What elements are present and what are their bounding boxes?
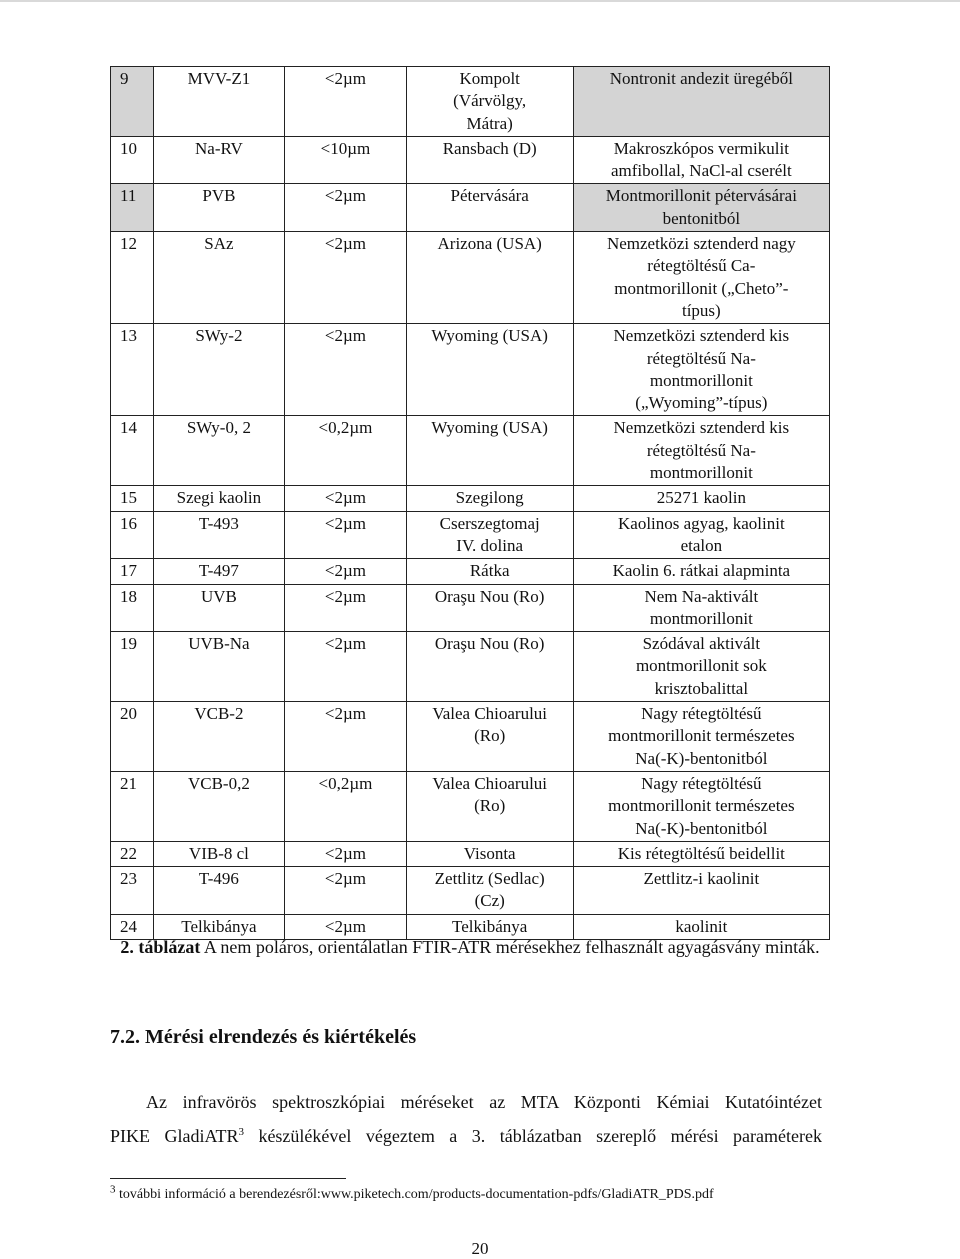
table-caption — [110, 936, 830, 959]
table-row — [111, 867, 830, 915]
cell-note: kaolinit — [573, 914, 829, 939]
cell-location: Oraşu Nou (Ro) — [406, 584, 573, 632]
caption-text: A nem poláros, orientálatlan FTIR-ATR mérésekhez felhasznált agyagásvány minták. — [200, 937, 820, 957]
cell-note: 25271 kaolin — [573, 486, 829, 511]
table-row — [111, 584, 830, 632]
cell-num: 12 — [111, 232, 154, 324]
cell-num: 16 — [111, 511, 154, 559]
cell-note: Nemzetközi sztenderd nagy rétegtöltésű Ca- montmorillonit („Cheto”- típus) — [573, 232, 829, 324]
cell-location: Visonta — [406, 841, 573, 866]
cell-num: 23 — [111, 867, 154, 915]
footnote-text: további információ a berendezésről:www.piketech.com/products-documentation-pdfs/GladiATR_PDS.pdf — [115, 1187, 714, 1202]
cell-note: Makroszkópos vermikulit amfibollal, NaCl-al cserélt — [573, 136, 829, 184]
table-row — [111, 136, 830, 184]
cell-num: 21 — [111, 771, 154, 841]
footnote-mark: 3 — [110, 1183, 116, 1196]
cell-name: T-496 — [153, 867, 285, 915]
cell-note: Nagy rétegtöltésű montmorillonit természetes Na(-K)-bentonitból — [573, 771, 829, 841]
cell-size: <2µm — [285, 841, 406, 866]
cell-name: Szegi kaolin — [153, 486, 285, 511]
cell-location: Telkibánya — [406, 914, 573, 939]
section-heading: 7.2. Mérési elrendezés és kiértékelés — [110, 1026, 417, 1048]
paragraph-line-2-end: készülékével végeztem a 3. táblázatban szereplő mérési paraméterek — [243, 1126, 822, 1146]
table-row — [111, 771, 830, 841]
cell-name: Telkibánya — [153, 914, 285, 939]
cell-location: Valea Chioarului (Ro) — [406, 771, 573, 841]
cell-size: <2µm — [285, 232, 406, 324]
cell-num: 15 — [111, 486, 154, 511]
cell-note: Montmorillonit pétervásárai bentonitból — [573, 184, 829, 232]
cell-name: Na-RV — [153, 136, 285, 184]
cell-size: <2µm — [285, 584, 406, 632]
cell-name: PVB — [153, 184, 285, 232]
cell-note: Zettlitz-i kaolinit — [573, 867, 829, 915]
cell-note: Nagy rétegtöltésű montmorillonit természetes Na(-K)-bentonitból — [573, 702, 829, 772]
samples-table — [110, 66, 830, 940]
paragraph-line-1: Az infravörös spektroszkópiai méréseket az MTA Központi Kémiai Kutatóintézet — [146, 1092, 822, 1112]
cell-num: 24 — [111, 914, 154, 939]
cell-num: 10 — [111, 136, 154, 184]
samples-table-body — [111, 67, 830, 940]
cell-size: <0,2µm — [285, 771, 406, 841]
cell-size: <2µm — [285, 67, 406, 137]
cell-size: <2µm — [285, 184, 406, 232]
table-row — [111, 511, 830, 559]
cell-name: SWy-0, 2 — [153, 416, 285, 486]
table-row — [111, 702, 830, 772]
table-row — [111, 184, 830, 232]
cell-location: Rátka — [406, 559, 573, 584]
cell-size: <2µm — [285, 632, 406, 702]
cell-location: Kompolt (Várvölgy, Mátra) — [406, 67, 573, 137]
cell-size: <10µm — [285, 136, 406, 184]
cell-location: Pétervására — [406, 184, 573, 232]
cell-note: Nemzetközi sztenderd kis rétegtöltésű Na- montmorillonit („Wyoming”-típus) — [573, 324, 829, 416]
cell-name: VCB-2 — [153, 702, 285, 772]
table-row — [111, 632, 830, 702]
cell-note: Nem Na-aktivált montmorillonit — [573, 584, 829, 632]
cell-num: 17 — [111, 559, 154, 584]
cell-location: Wyoming (USA) — [406, 416, 573, 486]
cell-size: <0,2µm — [285, 416, 406, 486]
cell-num: 13 — [111, 324, 154, 416]
cell-size: <2µm — [285, 486, 406, 511]
cell-num: 19 — [111, 632, 154, 702]
cell-size: <2µm — [285, 867, 406, 915]
cell-num: 14 — [111, 416, 154, 486]
cell-note: Nontronit andezit üregéből — [573, 67, 829, 137]
cell-location: Arizona (USA) — [406, 232, 573, 324]
cell-location: Szegilong — [406, 486, 573, 511]
cell-name: VCB-0,2 — [153, 771, 285, 841]
cell-name: SAz — [153, 232, 285, 324]
cell-name: VIB-8 cl — [153, 841, 285, 866]
cell-size: <2µm — [285, 559, 406, 584]
cell-size: <2µm — [285, 511, 406, 559]
footnote — [110, 1185, 714, 1205]
paragraph-line-2-start: PIKE GladiATR — [110, 1126, 239, 1146]
cell-num: 18 — [111, 584, 154, 632]
cell-size: <2µm — [285, 324, 406, 416]
cell-size: <2µm — [285, 914, 406, 939]
cell-num: 9 — [111, 67, 154, 137]
footnote-separator — [110, 1178, 346, 1179]
table-row — [111, 232, 830, 324]
cell-name: UVB — [153, 584, 285, 632]
cell-location: Wyoming (USA) — [406, 324, 573, 416]
cell-name: MVV-Z1 — [153, 67, 285, 137]
page-number: 20 — [471, 1239, 489, 1258]
cell-location: Ransbach (D) — [406, 136, 573, 184]
cell-name: T-493 — [153, 511, 285, 559]
cell-note: Kaolinos agyag, kaolinit etalon — [573, 511, 829, 559]
cell-name: T-497 — [153, 559, 285, 584]
cell-num: 22 — [111, 841, 154, 866]
table-row — [111, 416, 830, 486]
cell-note: Szódával aktivált montmorillonit sok krisztobalittal — [573, 632, 829, 702]
table-row — [111, 486, 830, 511]
cell-note: Nemzetközi sztenderd kis rétegtöltésű Na- montmorillonit — [573, 416, 829, 486]
body-paragraph — [110, 1085, 822, 1153]
footnote-reference: 3 — [238, 1126, 244, 1138]
cell-name: SWy-2 — [153, 324, 285, 416]
cell-num: 20 — [111, 702, 154, 772]
caption-label: 2. táblázat — [120, 937, 201, 957]
cell-location: Cserszegtomaj IV. dolina — [406, 511, 573, 559]
cell-location: Oraşu Nou (Ro) — [406, 632, 573, 702]
cell-name: UVB-Na — [153, 632, 285, 702]
cell-note: Kis rétegtöltésű beidellit — [573, 841, 829, 866]
cell-num: 11 — [111, 184, 154, 232]
table-row — [111, 67, 830, 137]
table-row — [111, 324, 830, 416]
cell-note: Kaolin 6. rátkai alapminta — [573, 559, 829, 584]
cell-size: <2µm — [285, 702, 406, 772]
cell-location: Valea Chioarului (Ro) — [406, 702, 573, 772]
cell-location: Zettlitz (Sedlac) (Cz) — [406, 867, 573, 915]
paragraph-line-2 — [110, 1119, 822, 1153]
top-edge-line — [0, 0, 960, 2]
table-row — [111, 841, 830, 866]
table-row — [111, 559, 830, 584]
